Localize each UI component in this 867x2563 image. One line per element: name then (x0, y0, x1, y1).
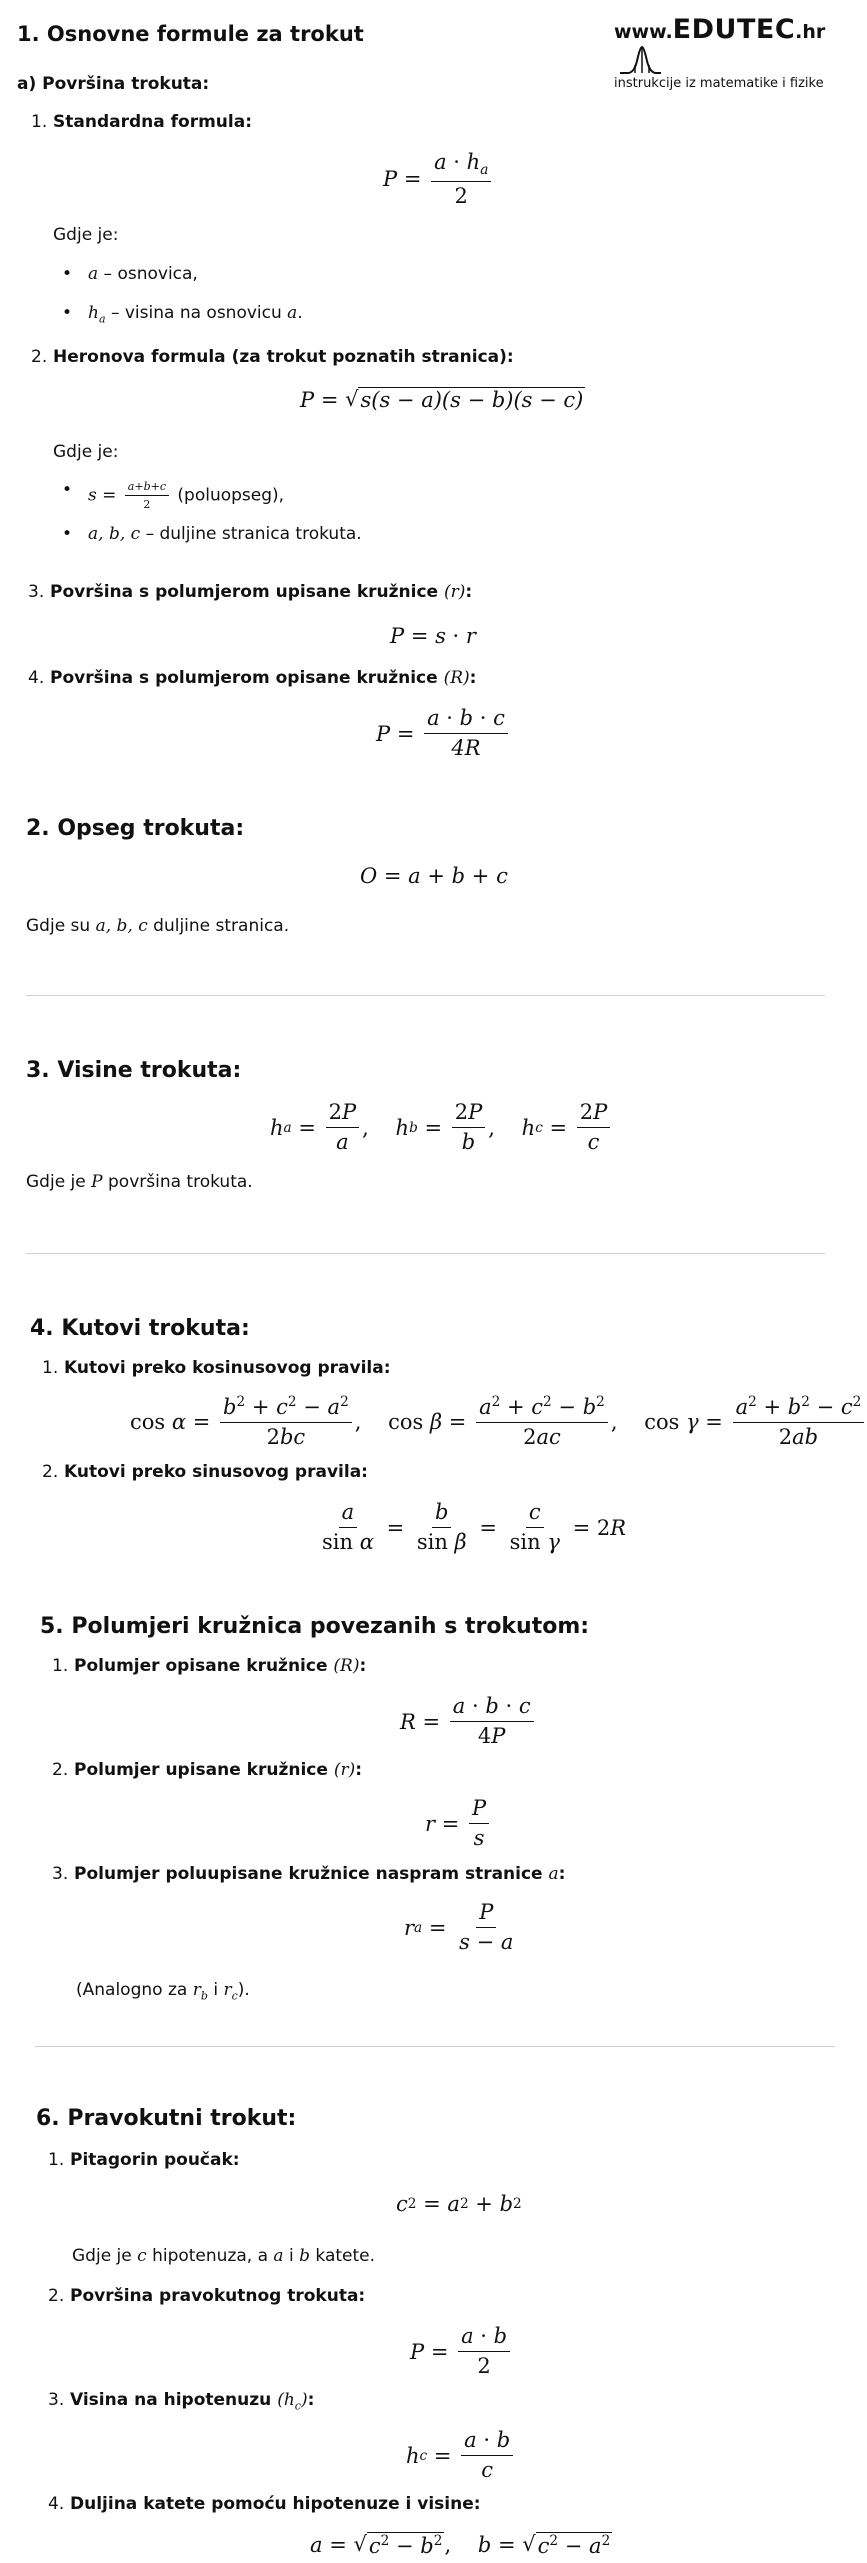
note-text: površina trokuta. (108, 1172, 253, 1192)
list-item-4: 4. Duljina katete pomoću hipotenuze i visine: (48, 2494, 481, 2514)
section-1-subtitle: a) Površina trokuta: (17, 74, 210, 94)
formula-exradius: r a = $\frac{P}{s - a}$ (404, 1900, 514, 1955)
section-2-note: Gdje su a, b, c duljine stranica. (26, 916, 290, 936)
list-item-1: 1. Kutovi preko kosinusovog pravila: (42, 1358, 391, 1378)
formula-inradius: r = $\frac{P}{s}$ (425, 1796, 492, 1851)
section-6-note: Gdje je c hipotenuza, a a i b katete. (72, 2246, 376, 2266)
divider (26, 1253, 825, 1254)
formula-right-area: P = $\frac{a \cdot b}{2}$ (410, 2324, 513, 2379)
logo-prefix: www. (614, 21, 673, 43)
note-text: i (213, 1980, 219, 2000)
list-item-label: Površina s polumjerom opisane kružnice (50, 668, 438, 688)
bullet-item: • a – osnovica, (88, 264, 198, 284)
formula-cosine-rule: cos α = $\frac{b^2 + c^2 - a^2}{2bc}$ , cos β = $\frac{a^2 + c^2 - b^2}{2ac}$ , cos γ = $\frac{a^2 + b^2 - c^2}{2ab}$ (130, 1394, 867, 1450)
list-item-label: Površina s polumjerom upisane kružnice (50, 582, 439, 602)
bullet-text: – duljine stranica trokuta. (145, 524, 362, 544)
logo-tagline: instrukcije iz matematike i fizike (614, 76, 824, 91)
logo-text (614, 14, 852, 76)
list-item-2: 2. Kutovi preko sinusovog pravila: (42, 1462, 368, 1482)
list-item-label: Polumjer opisane kružnice (74, 1656, 328, 1676)
list-item-label: Polumjer poluupisane kružnice naspram stranice (74, 1864, 543, 1884)
formula-area-circumradius: P = $\frac{a \cdot b \cdot c}{4R}$ (376, 706, 511, 761)
section-6-title: 6. Pravokutni trokut: (36, 2106, 297, 2131)
list-item-label: Visina na hipotenuzu (70, 2390, 272, 2410)
note-text: hipotenuza, a (152, 2246, 269, 2266)
formula-area-inradius: P = s · r (390, 624, 476, 648)
formula-area-standard: P = $\frac{a \cdot h_a}{2}$ (383, 150, 494, 209)
list-item-label: Polumjer upisane kružnice (74, 1760, 328, 1780)
divider (26, 995, 825, 996)
bullet-item: • $h_a$ – visina na osnovicu a. (88, 303, 303, 325)
list-item-1: 1. Pitagorin poučak: (48, 2150, 240, 2170)
list-item-label: Površina pravokutnog trokuta: (70, 2286, 366, 2306)
section-3-title: 3. Visine trokuta: (26, 1058, 242, 1083)
list-item-2: 2. Polumjer upisane kružnice (r): (52, 1760, 363, 1780)
list-item-3: 3. Visina na hipotenuzu $(h_c)$: (48, 2390, 315, 2413)
note-text: katete. (315, 2246, 376, 2266)
note-text: (Analogno za (76, 1980, 188, 2000)
note-text: i (288, 2246, 294, 2266)
where-label: Gdje je: (53, 225, 119, 245)
list-item-3: 3. Površina s polumjerom upisane kružnice (r): (28, 582, 473, 602)
list-item-label: Heronova formula (za trokut poznatih stranica): (53, 347, 514, 367)
note-text: Gdje je (26, 1172, 86, 1192)
list-item-label: Duljina katete pomoću hipotenuze i visine: (70, 2494, 481, 2514)
logo-brand: EDUTEC (672, 14, 796, 45)
section-2-title: 2. Opseg trokuta: (26, 816, 245, 841)
formula-sine-rule: $\frac{a}{\text{sin α}}$ = $\frac{b}{\text{sin β}}$ = $\frac{c}{\text{sin γ}}$ = 2 R (322, 1500, 627, 1555)
list-item-label: Pitagorin poučak: (70, 2150, 240, 2170)
bullet-text: – osnovica, (103, 264, 198, 284)
divider (35, 2046, 835, 2047)
list-item-label: Standardna formula: (53, 112, 253, 132)
section-5-title: 5. Polumjeri kružnica povezanih s trokutom: (40, 1614, 590, 1639)
formula-leg: a = √ $c^2 - b^2$ , b = √ $c^2 - a^2$ (310, 2532, 611, 2558)
list-item-label: Kutovi preko kosinusovog pravila: (64, 1358, 391, 1378)
bullet-item: • s = $\frac{a+b+c}{2}$ (poluopseg), (88, 480, 284, 511)
logo-suffix: .hr (795, 21, 826, 43)
list-item-1: 1. Polumjer opisane kružnice (R): (52, 1656, 367, 1676)
list-item-1: 1. Standardna formula: (31, 112, 253, 132)
list-item-2: 2. Površina pravokutnog trokuta: (48, 2286, 366, 2306)
where-label: Gdje je: (53, 442, 119, 462)
section-4-title: 4. Kutovi trokuta: (30, 1316, 250, 1341)
formula-hypotenuse-height: h c = $\frac{a \cdot b}{c}$ (406, 2428, 516, 2483)
list-item-3: 3. Polumjer poluupisane kružnice naspram stranice a: (52, 1864, 566, 1884)
section-1-title: 1. Osnovne formule za trokut (17, 22, 364, 46)
list-item-4: 4. Površina s polumjerom opisane kružnice (R): (28, 668, 477, 688)
section-5-note: (Analogno za $r_b$ i $r_c$). (76, 1980, 250, 2003)
formula-pythagoras: c 2 = a 2 + b 2 (396, 2192, 522, 2216)
logo-wave-icon (618, 45, 662, 75)
bullet-item: • a, b, c – duljine stranica trokuta. (88, 524, 362, 544)
bullet-text: – visina na osnovicu (110, 303, 282, 323)
note-text: Gdje su (26, 916, 91, 936)
section-3-note: Gdje je P površina trokuta. (26, 1172, 253, 1192)
note-text: Gdje je (72, 2246, 132, 2266)
formula-circumradius: R = $\frac{a \cdot b \cdot c}{4P}$ (400, 1694, 537, 1749)
logo (614, 14, 852, 91)
formula-heron: P = √ s(s − a)(s − b)(s − c) (300, 387, 584, 412)
formula-perimeter: O = a + b + c (360, 864, 508, 888)
formula-heights: h a = $\frac{2P}{a}$ , h b = $\frac{2P}{b}$ , h c = $\frac{2P}{c}$ (270, 1100, 613, 1155)
list-item-label: Kutovi preko sinusovog pravila: (64, 1462, 368, 1482)
bullet-text: (poluopseg), (177, 485, 285, 506)
note-text: duljine stranica. (153, 916, 290, 936)
list-item-2: 2. Heronova formula (za trokut poznatih stranica): (31, 347, 514, 367)
